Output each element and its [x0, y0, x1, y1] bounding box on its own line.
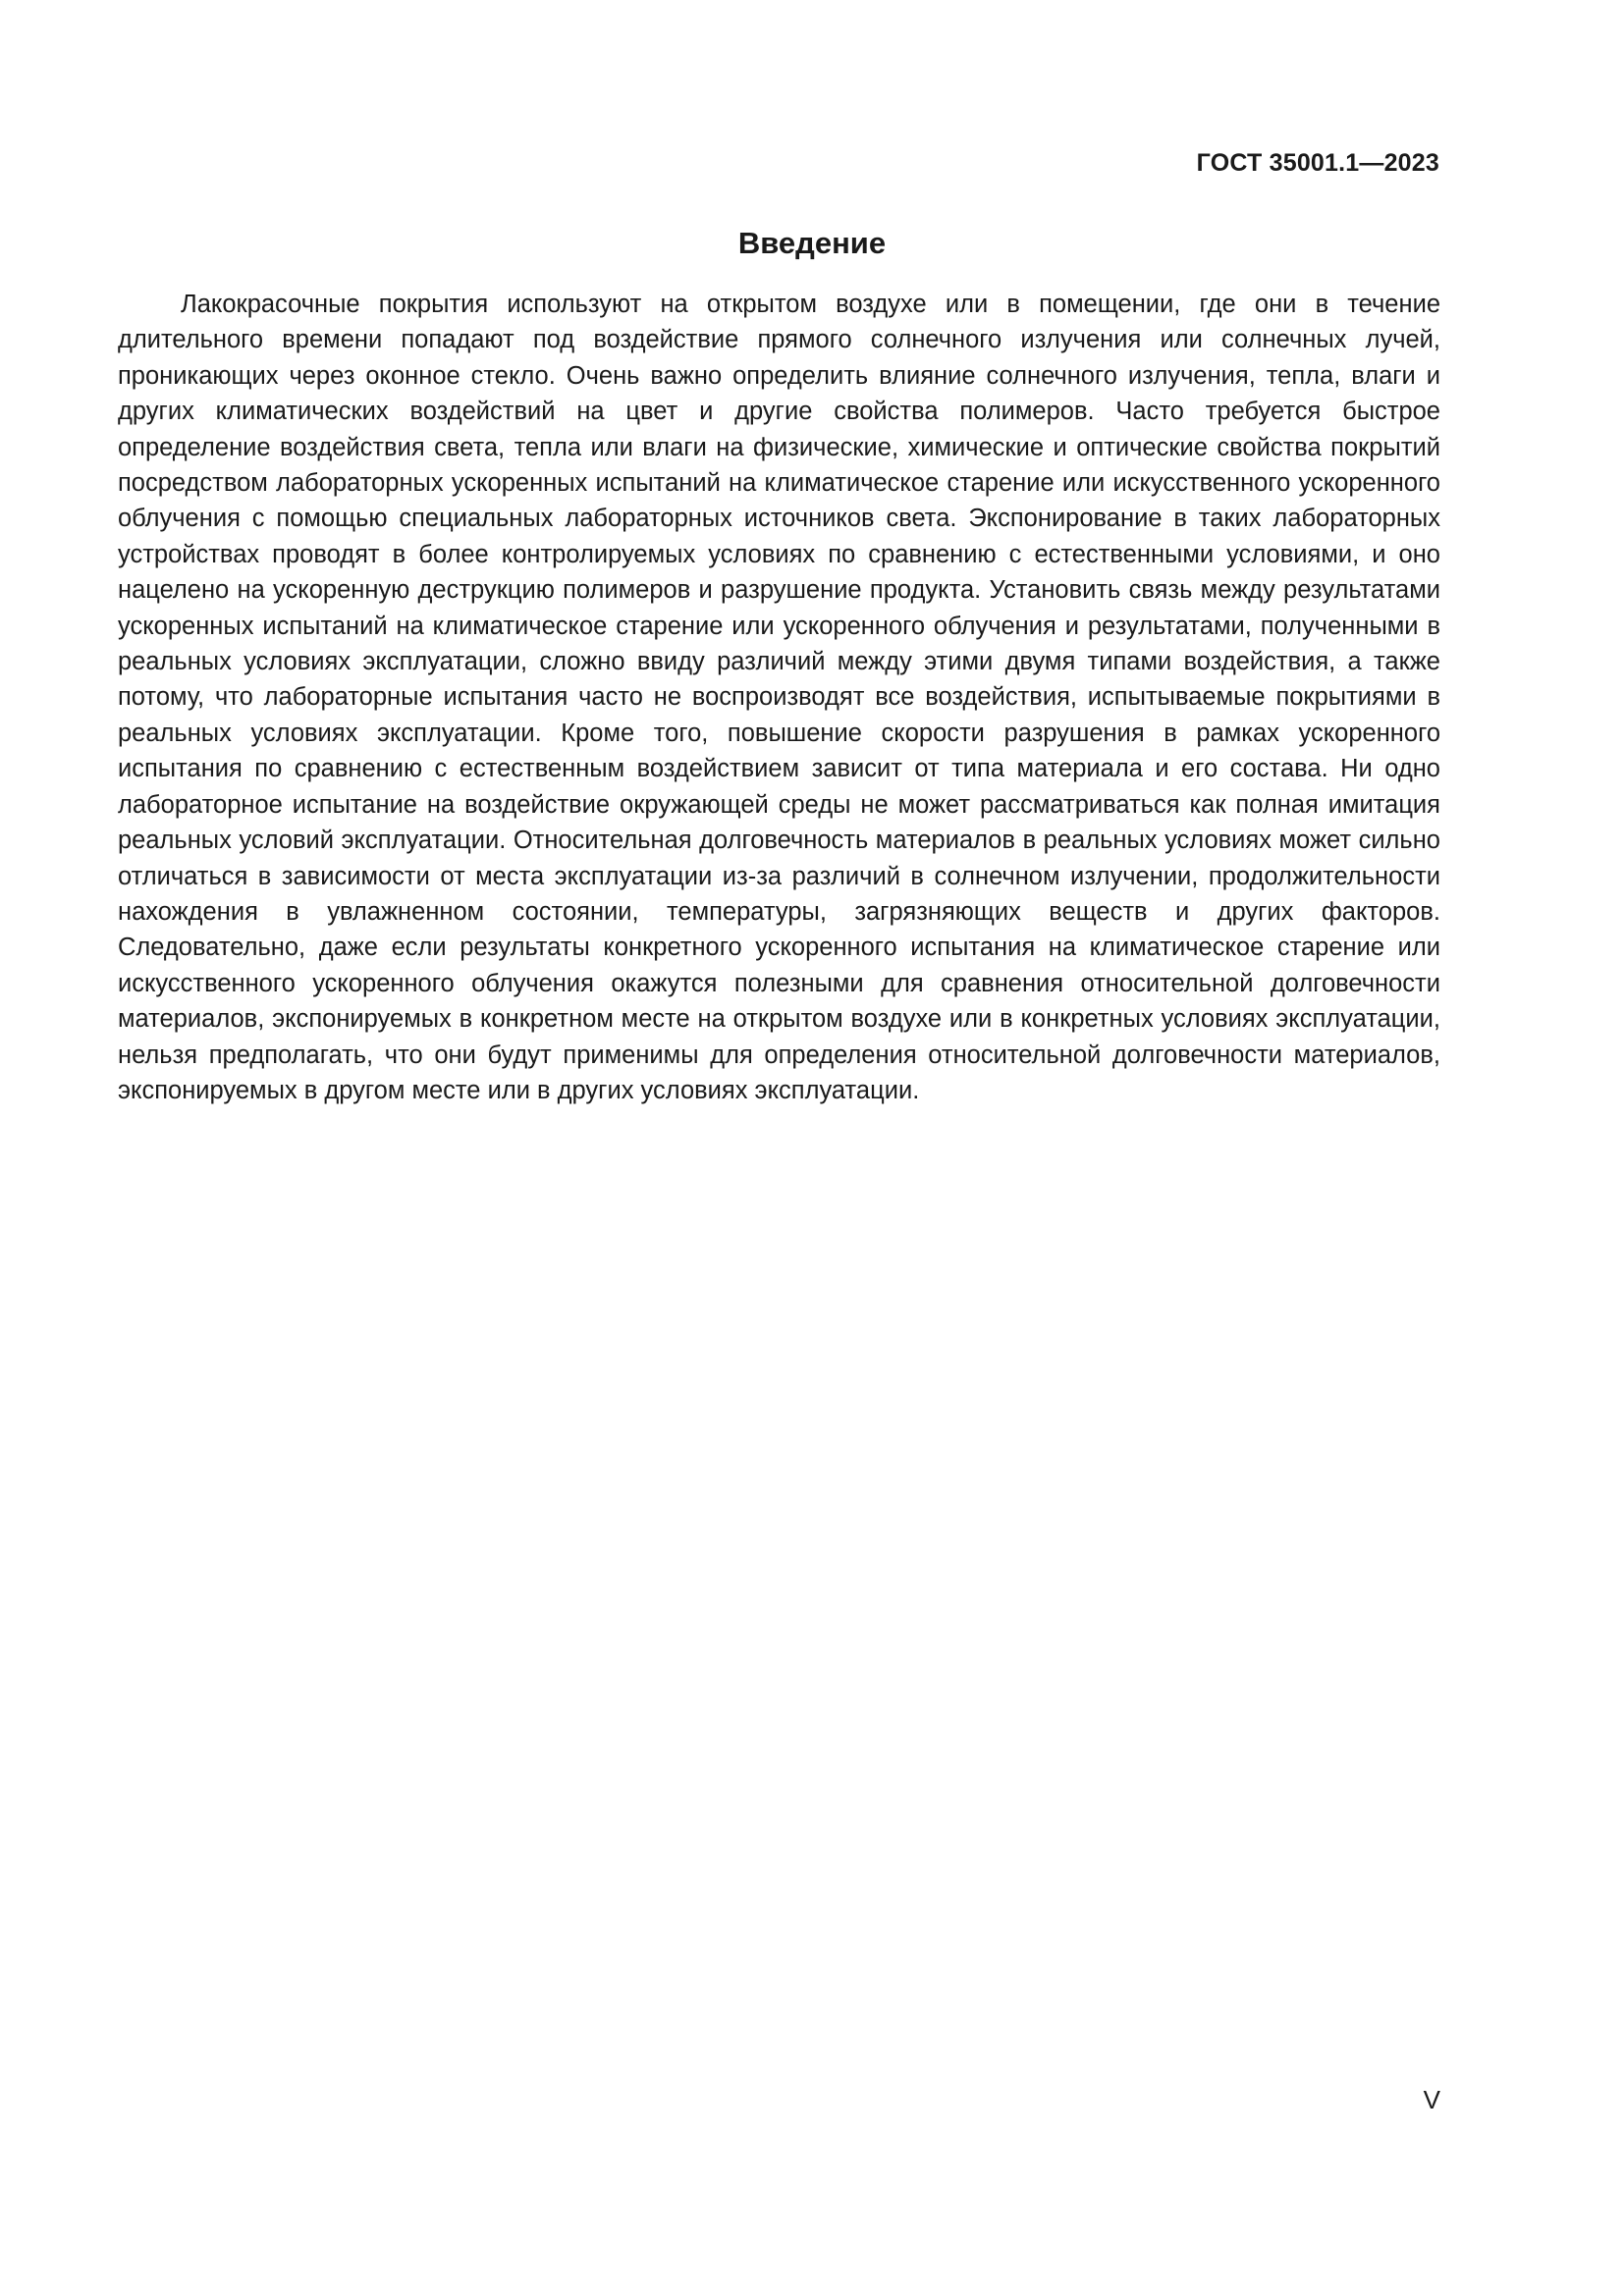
page-number: V: [1423, 2085, 1440, 2114]
standard-id-header: ГОСТ 35001.1—2023: [1196, 149, 1439, 177]
introduction-paragraph: Лакокрасочные покрытия используют на открытом воздухе или в помещении, где они в течение длительного времени попадают под воздействие прямого солнечного излучения или солнечных лучей, проникающих через оконное стекло. Очень важно определить влияние солнечного излучения, тепла, влаги и других климатических воздействий на цвет и другие свойства полимеров. Часто требуется быстрое определение воздействия света, тепла или влаги на физические, химические и оптические свойства покрытий посредством лабораторных ускоренных испытаний на климатическое старение или искусственного ускоренного облучения с помощью специальных лабораторных источников света. Экспонирование в таких лабораторных устройствах проводят в более контролируемых условиях по сравнению с естественными условиями, и оно нацелено на ускоренную деструкцию полимеров и разрушение продукта. Установить связь между результатами ускоренных испытаний на климатическое старение или ускоренного облучения и результатами, полученными в реальных условиях эксплуатации, сложно ввиду различий между этими двумя типами воздействия, а также потому, что лабораторные испытания часто не воспроизводят все воздействия, испытываемые покрытиями в реальных условиях эксплуатации. Кроме того, повышение скорости разрушения в рамках ускоренного испытания по сравнению с естественным воздействием зависит от типа материала и его состава. Ни одно лабораторное испытание на воздействие окружающей среды не может рассматриваться как полная имитация реальных условий эксплуатации. Относительная долговечность материалов в реальных условиях может сильно отличаться в зависимости от места эксплуатации из-за различий в солнечном излучении, продолжительности нахождения в увлажненном состоянии, температуры, загрязняющих веществ и других факторов. Следовательно, даже если результаты конкретного ускоренного испытания на климатическое старение или искусственного ускоренного облучения окажутся полезными для сравнения относительной долговечности материалов, экспонируемых в конкретном месте на открытом воздухе или в конкретных условиях эксплуатации, нельзя предполагать, что они будут применимы для определения относительной долговечности материалов, экспонируемых в другом месте или в других условиях эксплуатации.: [118, 291, 1440, 1104]
section-title: Введение: [737, 226, 887, 260]
